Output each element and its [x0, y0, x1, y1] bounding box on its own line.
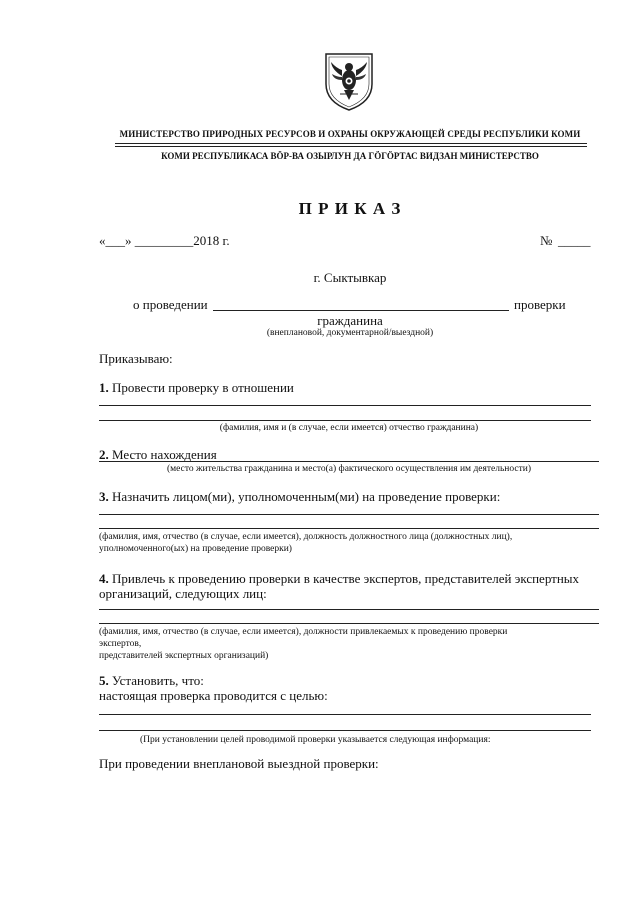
number-label: №: [540, 233, 553, 248]
item-2-number: 2.: [99, 447, 109, 462]
order-word: Приказываю:: [99, 351, 173, 366]
item-4-hint-3: представителей экспертных организаций): [99, 651, 269, 661]
item-1-text: Провести проверку в отношении: [112, 380, 294, 395]
header-rule-top: [115, 143, 587, 144]
item-3-blank-2: [99, 528, 599, 529]
item-5-text-1: Установить, что:: [112, 673, 204, 688]
item-2: [99, 447, 217, 462]
item-2-hint: (место жительства гражданина и место(а) фактического осуществления им деятельности): [167, 464, 531, 474]
item-5: [99, 673, 204, 688]
item-3-text: Назначить лицом(ми), уполномоченным(ми) на проведение проверки:: [112, 489, 501, 504]
item-4-text-1: Привлечь к проведению проверки в качестве экспертов, представителей экспертных: [112, 571, 580, 586]
item-4-blank-1: [99, 609, 599, 610]
subject-object: гражданина: [317, 313, 383, 328]
item-4-number: 4.: [99, 571, 109, 586]
tail-text: При проведении внеплановой выездной проверки:: [99, 756, 379, 771]
number-value: _____: [558, 233, 591, 248]
item-4: [99, 571, 579, 586]
item-3-blank-1: [99, 514, 599, 515]
item-3-hint-2: уполномоченного(ых) на проведение проверки): [99, 544, 292, 554]
city-name: г. Сыктывкар: [313, 270, 387, 285]
item-2-blank: [99, 461, 599, 462]
item-3-number: 3.: [99, 489, 109, 504]
ministry-name-ru: МИНИСТЕРСТВО ПРИРОДНЫХ РЕСУРСОВ И ОХРАНЫ ОКРУЖАЮЩЕЙ СРЕДЫ РЕСПУБЛИКИ КОМИ: [119, 129, 581, 139]
item-1: [99, 380, 294, 395]
item-4-hint-2: экспертов,: [99, 639, 142, 649]
item-1-number: 1.: [99, 380, 109, 395]
coat-of-arms-icon: [322, 50, 376, 112]
subject-blank: [213, 310, 509, 311]
ministry-name-komi: КОМИ РЕСПУБЛИКАСА ВӦР-ВА ОЗЫРЛУН ДА ГӦГӦРТАС ВИДЗАН МИНИСТЕРСТВО: [161, 151, 539, 161]
subject-prefix: о проведении: [133, 297, 208, 312]
item-5-blank-1: [99, 714, 591, 715]
item-2-text: Место нахождения: [112, 447, 217, 462]
item-1-blank-1: [99, 405, 591, 406]
item-5-number: 5.: [99, 673, 109, 688]
item-5-blank-2: [99, 730, 591, 731]
item-3-hint-1: (фамилия, имя, отчество (в случае, если имеется), должность должностного лица (должностных лиц),: [99, 532, 513, 542]
item-4-hint-1: (фамилия, имя, отчество (в случае, если имеется), должности привлекаемых к проведению проверки: [99, 627, 508, 637]
header-rule-bottom: [115, 146, 587, 147]
item-5-hint: (При установлении целей проводимой проверки указывается следующая информация:: [140, 735, 491, 745]
item-4-blank-2: [99, 623, 599, 624]
item-5-text-2: настоящая проверка проводится с целью:: [99, 688, 328, 703]
item-4-text-2: организаций, следующих лиц:: [99, 586, 267, 601]
subject-suffix: проверки: [514, 297, 566, 312]
item-1-hint: (фамилия, имя и (в случае, если имеется) отчество гражданина): [219, 423, 479, 433]
document-title: П Р И К А З: [298, 199, 402, 218]
subject-hint: (внеплановой, документарной/выездной): [266, 328, 434, 338]
item-1-blank-2: [99, 420, 591, 421]
document-date: «___» _________2018 г.: [99, 233, 230, 248]
item-3: [99, 489, 500, 504]
